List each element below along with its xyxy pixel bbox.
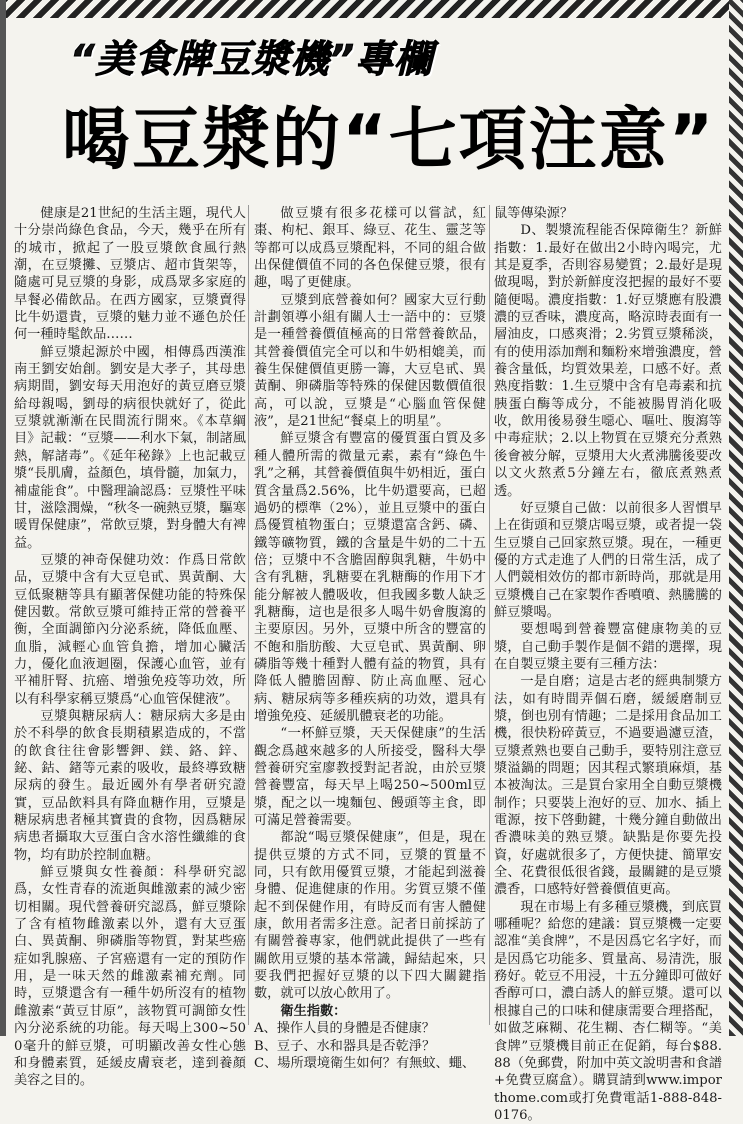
headline: 喝豆漿的“七項注意” (62, 101, 716, 180)
paragraph: 豆漿到底營養如何？國家大豆行動計劃領導小組有關人士一語中的：豆漿是一種營養價值極高的日常營養飲品，其營養價值完全可以和牛奶相媲美，而養生保健價值更勝一籌，大豆皂甙、異黃酮、卵磷脂等特殊的保健因數價值很高，可以說，豆漿是“心腦血管保健液”，是21世紀“餐桌上的明星”。 (254, 292, 486, 430)
right-decorative-border (729, 0, 743, 1036)
paragraph: 做豆漿有很多花樣可以嘗試，紅棗、枸杞、銀耳、綠豆、花生、靈芝等等都可以成爲豆漿配料，不同的組合做出保健價值不同的各色保健豆漿，很有趣，喝了更健康。 (254, 206, 486, 291)
list-item: B、豆子、水和器具是否乾淨？ (254, 1038, 436, 1054)
article-column-1 (14, 205, 246, 1089)
paragraph: 豆漿與糖尿病人：糖尿病大多是由於不科學的飲食長期積累造成的，不當的飲食往往會影響鉀、鎂、鉻、鋅、鉍、鈷、鍺等元素的吸收，最終導致糖尿病的發生。最近國外有學者研究證實，豆品飲料具有降血糖作用，豆漿是糖尿病患者極其寶貴的食物，因爲糖尿病患者攝取大豆蛋白含水溶性纖維的食物，均有助於控制血糖。 (14, 708, 246, 863)
column-title: “美食牌豆漿機”專欄 (70, 37, 433, 81)
column-divider (248, 205, 249, 1025)
paragraph: 健康是21世紀的生活主題，現代人十分崇尚綠色食品，今天，幾乎在所有的城市，掀起了一股豆漿飲食風行熱潮，在豆漿攤、豆漿店、超市貨架等，隨處可見豆漿的身影，成爲眾多家庭的早餐必備飲品。在西方國家，豆漿賣得比牛奶還貴，豆漿的魅力並不遜色於任何一種時髦飲品…… (14, 206, 246, 343)
left-edge (0, 0, 6, 1036)
paragraph: 鮮豆漿與女性養顏：科學研究認爲，女性青春的流逝與雌激素的減少密切相關。現代營養研究認爲，鮮豆漿除了含有植物雌激素以外，還有大豆蛋白、異黃酮、卵磷脂等物質，對某些癌症如乳腺癌、子宮癌還有一定的預防作用，是一味天然的雌激素補充劑。同時，豆漿還含有一種牛奶所沒有的植物雌激素“黃豆甘原”，該物質可調節女性內分泌系統的功能。每天喝上300~500毫升的鮮豆漿，可明顯改善女性心態和身體素質，延緩皮膚衰老，達到養顏美容之目的。 (14, 865, 246, 1089)
paragraph: 鮮豆漿含有豐富的優質蛋白質及多種人體所需的微量元素，素有“綠色牛乳”之稱，其營養價值與牛奶相近，蛋白質含量爲2.56%，比牛奶還要高，已超過奶的標準（2%），並且豆漿中的蛋白爲優質植物蛋白；豆漿還富含鈣、磷、鐵等礦物質，鐵的含量是牛奶的二十五倍；豆漿中不含膽固醇與乳糖，牛奶中含有乳糖，乳糖要在乳糖酶的作用下才能分解被人體吸收，但我國多數人缺乏乳糖酶，這也是很多人喝牛奶會腹瀉的主要原因。另外，豆漿中所含的豐富的不飽和脂肪酸、大豆皂甙、異黃酮、卵磷脂等幾十種對人體有益的物質，具有降低人體膽固醇、防止高血壓、冠心病、糖尿病等多種疾病的功效，還具有增強免疫、延緩肌體衰老的功能。 (254, 431, 486, 724)
paragraph: 鼠等傳染源？ (494, 206, 574, 221)
paragraph: 都說“喝豆漿保健康”，但是，現在提供豆漿的方式不同，豆漿的質量不同，只有飲用優質豆漿，才能起到滋養身體、促進健康的作用。劣質豆漿不僅起不到保健作用，有時反而有害人體健康，飲用者需多注意。記者日前採訪了有關營養專家，他們就此提供了一些有關飲用豆漿的基本常識，歸結起來，只要我們把握好豆漿的以下四大關鍵指數，就可以放心飲用了。 (254, 830, 486, 1002)
sub-heading: 衛生指數： (280, 1003, 347, 1019)
paragraph: 一是自磨；這是古老的經典制漿方法，如有時間弄個石磨，緩緩磨制豆漿，倒也別有情趣；二是採用食品加工機，很快粉碎黃豆，不過要過濾豆渣，豆漿煮熟也要自己動手，要特別注意豆漿溢鍋的問題；因其程式繁瑣麻煩，基本被淘汰。三是買台家用全自動豆漿機制作；只要裝上泡好的豆、加水、插上電源，按下啓動鍵，十幾分鐘自動做出香濃味美的熟豆漿。缺點是你要先投資，好處就很多了，方便快捷、簡單安全、花費很低很省錢，最關鍵的是豆漿濃香，口感特好營養價值更高。 (494, 674, 722, 898)
column-divider (489, 205, 490, 1025)
list-item: C、場所環境衛生如何？有無蚊、蠅、 (254, 1055, 476, 1071)
article-column-3 (494, 205, 722, 1123)
top-decorative-border (0, 0, 743, 18)
article-column-2 (254, 205, 486, 1071)
paragraph: “一杯鮮豆漿，天天保健康”的生活觀念爲越來越多的人所接受，醫科大學營養研究室廖教授對記者說，由於豆漿營養豐富，每天早上喝250~500ml豆漿，配之以一塊麵包、饅頭等主食，即可滿足營養需要。 (254, 726, 486, 829)
paragraph: D、製漿流程能否保障衛生？新鮮指數：1.最好在做出2小時內喝完，尤其是夏季，否則容易變質；2.最好是現做現喝，對於新鮮度沒把握的最好不要隨便喝。濃度指數：1.好豆漿應有股濃濃的豆香味，濃度高，略涼時表面有一層油皮，口感爽滑；2.劣質豆漿稀淡，有的使用添加劑和麵粉來增強濃度，營養含量低，均質效果差，口感不好。煮熟度指數：1.生豆漿中含有皂毒素和抗胰蛋白酶等成分，不能被腸胃消化吸收，飲用後易發生噁心、嘔吐、腹瀉等中毒症狀；2.以上物質在豆漿充分煮熟後會被分解，豆漿用大火煮沸騰後要改以文火熬煮5分鐘左右，徹底煮熟煮透。 (494, 223, 722, 499)
paragraph: 要想喝到營養豐富健康物美的豆漿，自己動手製作是個不錯的選擇，現在自製豆漿主要有三種方法： (494, 622, 722, 672)
paragraph: 好豆漿自己做：以前很多人習慣早上在街頭和豆漿店喝豆漿，或者提一袋生豆漿自己回家熬豆漿。現在，一種更優的方式走進了人們的日常生活，成了人們競相效仿的都市新時尚，那就是用豆漿機自己在家製作香噴噴、熱騰騰的鮮豆漿喝。 (494, 500, 722, 620)
paragraph: 豆漿的神奇保健功效：作爲日常飲品，豆漿中含有大豆皂甙、異黃酮、大豆低聚糖等具有顯著保健功能的特殊保健因數。常飲豆漿可維持正常的營養平衡，全面調節內分泌系統，降低血壓、血脂，減輕心血管負擔，增加心臟活力，優化血液迴圈，保護心血管，並有平補肝腎、抗癌、增強免疫等功效，所以有科學家稱豆漿爲“心血管保健液”。 (14, 552, 246, 707)
paragraph: 鮮豆漿起源於中國，相傳爲西漢淮南王劉安始創。劉安是大孝子，其母患病期間，劉安每天用泡好的黃豆磨豆漿給母親喝，劉母的病很快就好了，從此豆漿就漸漸在民間流行開來。《本草綱目》記載：“豆漿——利水下氣，制諸風熱，解諸毒”。《延年秘錄》上也記載豆漿“長肌膚，益顏色，填骨髓，加氣力，補虛能食”。中醫理論認爲：豆漿性平味甘，滋陰潤燥，“秋冬一碗熱豆漿，驅寒暖胃保健康”，常飲豆漿，對身體大有裨益。 (14, 344, 246, 551)
list-item: A、操作人員的身體是否健康？ (254, 1021, 435, 1037)
paragraph: 現在市場上有多種豆漿機，到底買哪種呢？給您的建議：買豆漿機一定要認准“美食牌”，不是因爲它名字好，而是因爲它功能多、質量高、易清洗，服務好。乾豆不用浸，十五分鐘即可做好香醇可口，濃白誘人的鮮豆漿。還可以根據自己的口味和健康需要合理搭配，如做芝麻糊、花生糊、杏仁糊等。“美食牌”豆漿機目前正在促銷，每台$88.88（免郵費，附加中英文說明書和食譜+免費豆腐盒）。購買請到www.importhome.com或打免費電話1-888-848-0176。 (494, 899, 722, 1123)
